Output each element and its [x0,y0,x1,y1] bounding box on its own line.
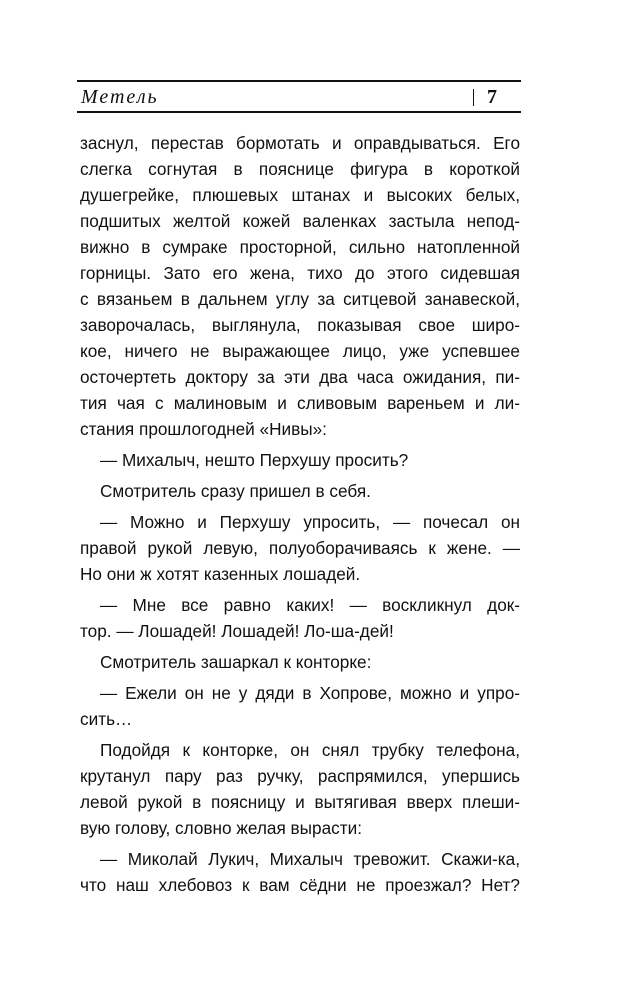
text-line: вую голову, словно желая вырасти: [80,818,362,838]
running-header [77,80,521,113]
text-line: Подойдя к конторке, он снял трубку телефона, [100,740,520,760]
text-line: с вязаньем в дальнем углу за ситцевой занавеской, [80,289,520,309]
text-line: что наш хлебовоз к вам сёдни не проезжал? Нет? [80,875,520,895]
text-line: Смотритель сразу пришел в себя. [100,481,371,501]
text-line: — Миколай Лукич, Михалыч тревожит. Скажи-ка, [100,849,520,869]
text-line: крутанул пару раз ручку, распрямился, упершись [80,766,520,786]
text-line: — Мне все равно каких! — воскликнул док- [100,595,520,615]
text-line: — Ежели он не у дяди в Хопрове, можно и упро- [100,683,520,703]
page-number: 7 [487,86,497,108]
text-line: кое, ничего не выражающее лицо, уже успевшее [80,341,520,361]
text-line: Но они ж хотят казенных лошадей. [80,564,361,584]
running-title: Метель [81,86,159,108]
text-line: тор. — Лошадей! Лошадей! Ло-ша-дей! [80,621,394,641]
text-line: слегка согнутая в пояснице фигура в короткой [80,159,520,179]
text-line: — Можно и Перхушу упросить, — почесал он [100,512,520,532]
text-line: заснул, перестав бормотать и оправдываться. Его [80,133,520,153]
text-line: подшитых желтой кожей валенках застыла непод- [80,211,520,231]
text-line: стания прошлогодней «Нивы»: [80,419,327,439]
text-line: заворочалась, выглянула, показывая свое широ- [80,315,520,335]
text-line: левой рукой в поясницу и вытягивая вверх плеши- [80,792,520,812]
text-line: сить… [80,709,133,729]
text-line: Смотритель зашаркал к конторке: [100,652,372,672]
body-text [80,130,520,898]
text-line: душегрейке, плюшевых штанах и высоких белых, [80,185,520,205]
text-line: тия чая с малиновым и сливовым вареньем и ли- [80,393,520,413]
text-line: вижно в сумраке просторной, сильно натопленной [80,237,520,257]
header-divider [473,89,474,106]
text-line: горницы. Зато его жена, тихо до этого сидевшая [80,263,520,283]
text-line: — Михалыч, нешто Перхушу просить? [100,450,409,470]
text-line: правой рукой левую, полуоборачиваясь к жене. — [80,538,520,558]
text-line: осточертеть доктору за эти два часа ожидания, пи- [80,367,520,387]
